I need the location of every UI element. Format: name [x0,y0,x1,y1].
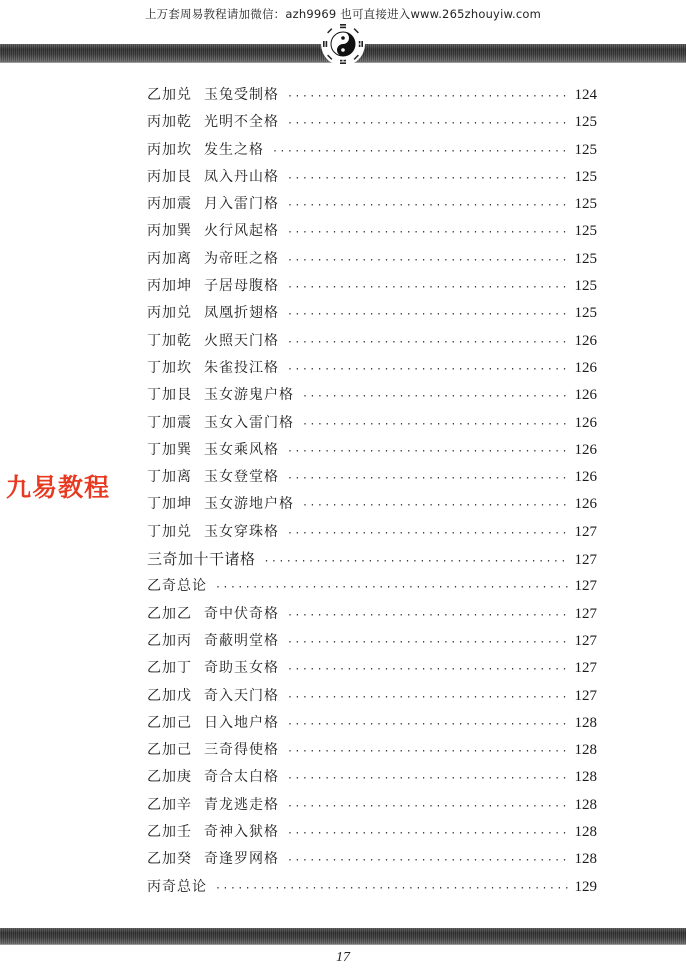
toc-dot-leader [215,883,569,894]
footer-band [0,928,686,944]
toc-dot-leader [287,855,569,866]
watermark-text: 九易教程 [6,473,111,502]
toc-entry[interactable] [147,521,597,548]
toc-entry-title: 朱雀投江格 [204,359,279,376]
toc-entry-title: 火行风起格 [204,223,279,240]
toc-dot-leader [287,528,569,539]
toc-entry[interactable] [147,193,597,220]
toc-dot-leader [287,719,569,730]
toc-entry[interactable] [147,657,597,684]
toc-dot-leader [272,146,569,157]
toc-entry-prefix: 三奇加十干诸格 [147,550,256,569]
toc-entry-title: 子居母腹格 [204,278,279,295]
toc-entry-prefix: 丁加坤 [147,496,192,513]
toc-entry-prefix: 丁加乾 [147,332,192,349]
toc-entry-prefix: 丙加坤 [147,278,192,295]
toc-entry-prefix: 丙加兑 [147,305,192,322]
toc-entry-title: 凤入丹山格 [204,168,279,185]
toc-entry-title: 玉女登堂格 [204,469,279,486]
toc-entry-page-number: 127 [574,660,597,677]
toc-entry-title: 奇入天门格 [204,687,279,704]
toc-entry-page-number: 126 [574,414,597,431]
toc-dot-leader [287,664,569,675]
toc-entry[interactable] [147,248,597,275]
toc-dot-leader [287,773,569,784]
toc-dot-leader [287,118,569,129]
toc-entry-title: 玉女入雷门格 [204,414,294,431]
toc-entry-prefix: 丙加坎 [147,141,192,158]
toc-entry-page-number: 125 [574,223,597,240]
toc-entry[interactable] [147,275,597,302]
toc-entry-page-number: 127 [574,632,597,649]
toc-dot-leader [287,637,569,648]
toc-entry[interactable] [147,384,597,411]
toc-entry-prefix: 乙加兑 [147,87,192,103]
toc-entry[interactable] [147,603,597,630]
toc-entry-page-number: 125 [574,114,597,131]
toc-entry-prefix: 丁加兑 [147,523,192,540]
toc-entry-prefix: 丁加巽 [147,441,192,458]
toc-entry-title: 凤凰折翅格 [204,305,279,322]
toc-entry-page-number: 126 [574,332,597,349]
toc-entry[interactable] [147,685,597,712]
toc-entry-title: 月入雷门格 [204,196,279,213]
toc-dot-leader [287,255,569,266]
toc-dot-leader [287,227,569,238]
toc-entry-prefix: 丙加震 [147,196,192,213]
toc-entry-page-number: 125 [574,141,597,158]
toc-entry-title: 玉女游地户格 [204,496,294,513]
toc-entry[interactable] [147,439,597,466]
toc-entry[interactable] [147,111,597,138]
toc-entry-title: 奇合太白格 [204,769,279,786]
toc-dot-leader [287,610,569,621]
toc-entry-page-number: 126 [574,359,597,376]
toc-entry[interactable] [147,794,597,821]
toc-dot-leader [287,200,569,211]
toc-entry[interactable] [147,548,597,575]
toc-entry-page-number: 128 [574,769,597,786]
toc-entry-title: 火照天门格 [204,332,279,349]
toc-entry[interactable] [147,84,597,111]
toc-dot-leader [287,309,569,320]
bagua-taiji-icon [321,22,365,66]
toc-dot-leader [287,801,569,812]
top-ad-text: 上万套周易教程请加微信：azh9969 也可直接进入www.265zhouyiw.com [144,7,542,21]
toc-entry[interactable] [147,330,597,357]
toc-entry[interactable] [147,739,597,766]
toc-entry-title: 奇神入狱格 [204,824,279,841]
toc-entry-title: 三奇得使格 [204,742,279,759]
toc-entry-title: 奇逢罗网格 [204,851,279,868]
toc-entry[interactable] [147,876,597,903]
toc-entry-prefix: 乙加己 [147,714,192,731]
toc-entry-prefix: 丁加震 [147,414,192,431]
toc-entry-title: 奇蔽明堂格 [204,632,279,649]
toc-entry-page-number: 127 [574,578,597,595]
toc-dot-leader [264,556,569,567]
toc-entry-page-number: 125 [574,278,597,295]
toc-entry-prefix: 丙加巽 [147,223,192,240]
toc-entry-title: 玉女穿珠格 [204,523,279,540]
toc-entry-title: 日入地户格 [204,714,279,731]
page-number: 17 [336,950,350,965]
toc-entry-prefix: 乙加辛 [147,796,192,813]
toc-entry-prefix: 丙加艮 [147,168,192,185]
toc-entry[interactable] [147,139,597,166]
toc-entry-title: 青龙逃走格 [204,796,279,813]
toc-dot-leader [287,337,569,348]
toc-entry-title: 玉女游鬼户格 [204,387,294,404]
toc-dot-leader [302,500,569,511]
toc-entry-prefix: 丙加乾 [147,114,192,131]
toc-dot-leader [287,364,569,375]
toc-entry-page-number: 124 [574,87,597,103]
toc-entry-page-number: 127 [574,552,597,569]
toc-entry-title: 发生之格 [204,141,264,158]
toc-entry-page-number: 126 [574,469,597,486]
toc-entry-page-number: 127 [574,605,597,622]
toc-entry[interactable] [147,493,597,520]
toc-dot-leader [287,692,569,703]
toc-entry-page-number: 128 [574,742,597,759]
toc-entry-title: 玉女乘风格 [204,441,279,458]
toc-dot-leader [302,391,569,402]
toc-entry-page-number: 128 [574,824,597,841]
toc-entry-prefix: 乙加庚 [147,769,192,786]
toc-entry-prefix: 乙加壬 [147,824,192,841]
toc-entry[interactable] [147,302,597,329]
toc-entry-title: 奇中伏奇格 [204,605,279,622]
toc-entry[interactable] [147,712,597,739]
toc-entry-page-number: 127 [574,687,597,704]
toc-entry-prefix: 丁加离 [147,469,192,486]
toc-entry[interactable] [147,412,597,439]
toc-dot-leader [287,473,569,484]
toc-entry[interactable] [147,848,597,875]
toc-entry-prefix: 乙加戊 [147,687,192,704]
toc-entry-prefix: 丙加离 [147,250,192,267]
toc-dot-leader [287,282,569,293]
toc-entry-page-number: 125 [574,305,597,322]
toc-entry[interactable] [147,630,597,657]
toc-entry-page-number: 125 [574,196,597,213]
toc-entry-page-number: 129 [574,878,597,895]
toc-entry-page-number: 128 [574,714,597,731]
toc-entry-prefix: 乙加丁 [147,660,192,677]
toc-entry-page-number: 128 [574,796,597,813]
toc-entry-page-number: 126 [574,496,597,513]
toc-dot-leader [287,91,569,102]
toc-entry-prefix: 丁加艮 [147,387,192,404]
toc-entry-page-number: 125 [574,168,597,185]
toc-dot-leader [302,419,569,430]
toc-entry-prefix: 乙加癸 [147,851,192,868]
toc-entry[interactable] [147,575,597,602]
toc-dot-leader [287,746,569,757]
toc-entry-page-number: 126 [574,387,597,404]
toc-dot-leader [287,828,569,839]
toc-entry-prefix: 乙加己 [147,742,192,759]
toc-entry-page-number: 126 [574,441,597,458]
toc-entry[interactable] [147,466,597,493]
toc-entry[interactable] [147,357,597,384]
toc-entry-prefix: 乙加乙 [147,605,192,622]
table-of-contents [147,84,597,903]
toc-entry-title: 奇助玉女格 [204,660,279,677]
toc-entry[interactable] [147,821,597,848]
toc-entry[interactable] [147,166,597,193]
toc-entry[interactable] [147,766,597,793]
toc-dot-leader [287,173,569,184]
toc-entry-page-number: 127 [574,523,597,540]
toc-entry-prefix: 丙奇总论 [147,878,207,895]
toc-entry-page-number: 125 [574,250,597,267]
toc-dot-leader [215,582,569,593]
toc-entry-prefix: 乙加丙 [147,632,192,649]
toc-entry-prefix: 乙奇总论 [147,578,207,595]
toc-entry-page-number: 128 [574,851,597,868]
toc-entry-title: 光明不全格 [204,114,279,131]
toc-entry[interactable] [147,220,597,247]
toc-dot-leader [287,446,569,457]
toc-entry-title: 为帝旺之格 [204,250,279,267]
toc-entry-prefix: 丁加坎 [147,359,192,376]
toc-entry-title: 玉兔受制格 [204,87,279,103]
